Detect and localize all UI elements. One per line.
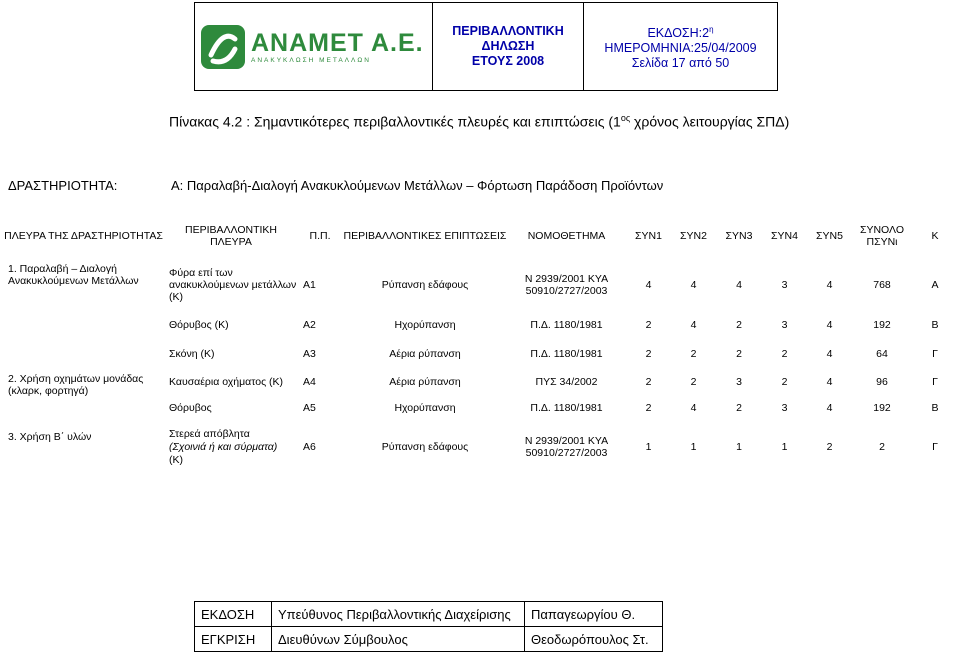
pp-cell: Α5 — [303, 402, 316, 414]
col-header: ΝΟΜΟΘΕΤΗΜΑ — [507, 213, 626, 259]
syn3-cell: 2 — [736, 402, 742, 414]
k-cell: Γ — [932, 441, 938, 453]
group-cell: 3. Χρήση Β΄ υλών — [8, 431, 92, 443]
syn1-cell: 1 — [645, 441, 652, 453]
approval-row — [195, 602, 663, 627]
aspect-cell: Στερεά απόβλητα (Σχοινιά ή και σύρματα) (Κ) — [169, 427, 278, 466]
syn3-cell: 2 — [736, 348, 742, 360]
document-meta — [584, 3, 777, 90]
table-row — [2, 421, 958, 473]
impact-cell: Ηχορύπανση — [394, 319, 456, 331]
syn1-cell: 2 — [645, 348, 652, 360]
activity-label: ΔΡΑΣΤΗΡΙΟΤΗΤΑ: — [8, 177, 118, 193]
pp-cell: Α1 — [303, 279, 316, 291]
approval-name: Θεοδωρόπουλος Στ. — [525, 627, 663, 652]
syn2-cell: 4 — [690, 319, 697, 331]
syn1-cell: 4 — [645, 279, 652, 291]
total-cell: 192 — [873, 319, 891, 331]
table-row — [2, 369, 958, 395]
col-header: ΠΛΕΥΡΑ ΤΗΣ ΔΡΑΣΤΗΡΙΟΤΗΤΑΣ — [2, 213, 165, 259]
approval-name: Παπαγεωργίου Θ. — [525, 602, 663, 627]
edition: $EK\Delta O\Sigma H:2^\eta$ — [647, 24, 714, 41]
logo-subtitle: ΑΝΑΚΥΚΛΩΣΗ ΜΕΤΑΛΛΩΝ — [251, 56, 371, 64]
k-cell: Β — [931, 402, 939, 414]
aspect-cell: Καυσαέρια οχήματος (Κ) — [169, 376, 284, 388]
law-cell: ΠΥΣ 34/2002 — [535, 376, 598, 388]
syn3-cell: 4 — [736, 279, 742, 291]
syn5-cell: 2 — [826, 441, 833, 453]
syn4-cell: 1 — [781, 441, 788, 453]
k-cell: Α — [931, 279, 939, 291]
aspect-cell: Θόρυβος (Κ) — [169, 319, 229, 331]
page-number: Σελίδα 17 από 50 — [631, 56, 730, 71]
impact-cell: Ρύπανση εδάφους — [381, 441, 469, 453]
syn3-cell: 2 — [736, 319, 742, 331]
total-cell: 192 — [873, 402, 891, 414]
impact-cell: Αέρια ρύπανση — [389, 348, 461, 360]
syn5-cell: 4 — [826, 376, 833, 388]
total-cell: 96 — [876, 376, 888, 388]
col-header: ΠΕΡΙΒΑΛΛΟΝΤΙΚΕΣ ΕΠΙΠΤΩΣΕΙΣ — [343, 213, 507, 259]
law-cell: Π.Δ. 1180/1981 — [530, 402, 603, 414]
approval-role: Διευθύνων Σύμβουλος — [272, 627, 525, 652]
total-cell: 64 — [876, 348, 888, 360]
anamet-logo-icon — [201, 25, 245, 69]
syn3-cell: 3 — [736, 376, 742, 388]
pp-cell: Α6 — [303, 441, 316, 453]
law-cell: Π.Δ. 1180/1981 — [530, 319, 603, 331]
column-headers — [2, 213, 958, 259]
syn2-cell: 4 — [690, 279, 697, 291]
activity-value: Α: Παραλαβή-Διαλογή Ανακυκλούμενων Μετάλλων – Φόρτωση Παράδοση Προϊόντων — [171, 177, 664, 193]
law-cell: Ν 2939/2001 ΚΥΑ 50910/2727/2003 — [524, 273, 609, 297]
aspect-cell: Θόρυβος — [169, 402, 212, 414]
syn4-cell: 2 — [781, 348, 788, 360]
activity-row — [2, 157, 958, 213]
syn1-cell: 2 — [645, 376, 652, 388]
total-cell: 2 — [879, 441, 885, 453]
col-header: ΣΥΝΟΛΟ ΠΣΥΝι — [852, 213, 912, 259]
syn3-cell: 1 — [736, 441, 742, 453]
col-header: Π.Π. — [297, 213, 343, 259]
impacts-table — [2, 157, 958, 473]
syn2-cell: 2 — [690, 376, 697, 388]
company-logo — [195, 3, 433, 90]
col-header: Κ — [912, 213, 958, 259]
approval-table — [194, 601, 663, 652]
approval-label: ΕΚΔΟΣΗ — [195, 602, 272, 627]
syn4-cell: 3 — [781, 319, 788, 331]
syn4-cell: 3 — [781, 279, 788, 291]
group-cell: 2. Χρήση οχημάτων μονάδας (κλαρκ, φορτηγά) — [8, 373, 144, 397]
title-line: ΠΕΡΙΒΑΛΛΟΝΤΙΚΗ — [452, 24, 564, 38]
k-cell: Γ — [932, 348, 938, 360]
pp-cell: Α2 — [303, 319, 316, 331]
syn1-cell: 2 — [645, 319, 652, 331]
approval-label: ΕΓΚΡΙΣΗ — [195, 627, 272, 652]
group-cell: 1. Παραλαβή – Διαλογή Ανακυκλούμενων Μετάλλων — [8, 263, 139, 287]
law-cell: Ν 2939/2001 ΚΥΑ 50910/2727/2003 — [524, 435, 609, 459]
syn4-cell: 2 — [781, 376, 788, 388]
aspect-cell: Φύρα επί των ανακυκλούμενων μετάλλων (Κ) — [169, 267, 297, 303]
col-header: ΣΥΝ4 — [762, 213, 807, 259]
syn5-cell: 4 — [826, 279, 833, 291]
aspect-cell: Σκόνη (Κ) — [169, 348, 215, 360]
total-cell: 768 — [873, 279, 891, 291]
impact-cell: Αέρια ρύπανση — [389, 376, 461, 388]
pp-cell: Α3 — [303, 348, 316, 360]
col-header: ΣΥΝ3 — [716, 213, 762, 259]
syn5-cell: 4 — [826, 402, 833, 414]
pp-cell: Α4 — [303, 376, 316, 388]
col-header: ΣΥΝ5 — [807, 213, 852, 259]
logo-name: ANAMET A.E. — [251, 28, 424, 57]
syn4-cell: 3 — [781, 402, 788, 414]
date: ΗΜΕΡΟΜΗΝΙΑ:25/04/2009 — [604, 41, 757, 56]
syn5-cell: 4 — [826, 319, 833, 331]
title-line: ΔΗΛΩΣΗ — [481, 39, 535, 53]
syn2-cell: 4 — [690, 402, 697, 414]
table-caption: Πίνακας 4.2 : Σημαντικότερες περιβαλλοντικές πλευρές και επιπτώσεις ($1^{o\varsigma}$ χρόνος λειτουργίας ΣΠΔ) — [169, 113, 790, 130]
syn5-cell: 4 — [826, 348, 833, 360]
syn1-cell: 2 — [645, 402, 652, 414]
approval-role: Υπεύθυνος Περιβαλλοντικής Διαχείρισης — [272, 602, 525, 627]
title-line: ΕΤΟΥΣ 2008 — [471, 54, 545, 68]
col-header: ΣΥΝ1 — [626, 213, 671, 259]
col-header: ΠΕΡΙΒΑΛΛΟΝΤΙΚΗ ΠΛΕΥΡΑ — [165, 213, 297, 259]
table-row — [2, 259, 958, 311]
document-header — [194, 2, 778, 91]
k-cell: Γ — [932, 376, 938, 388]
syn2-cell: 2 — [690, 348, 697, 360]
law-cell: Π.Δ. 1180/1981 — [530, 348, 603, 360]
approval-row — [195, 627, 663, 652]
impact-cell: Ρύπανση εδάφους — [381, 279, 469, 291]
document-title — [433, 3, 584, 90]
impact-cell: Ηχορύπανση — [394, 402, 456, 414]
col-header: ΣΥΝ2 — [671, 213, 716, 259]
syn2-cell: 1 — [690, 441, 697, 453]
k-cell: Β — [931, 319, 939, 331]
